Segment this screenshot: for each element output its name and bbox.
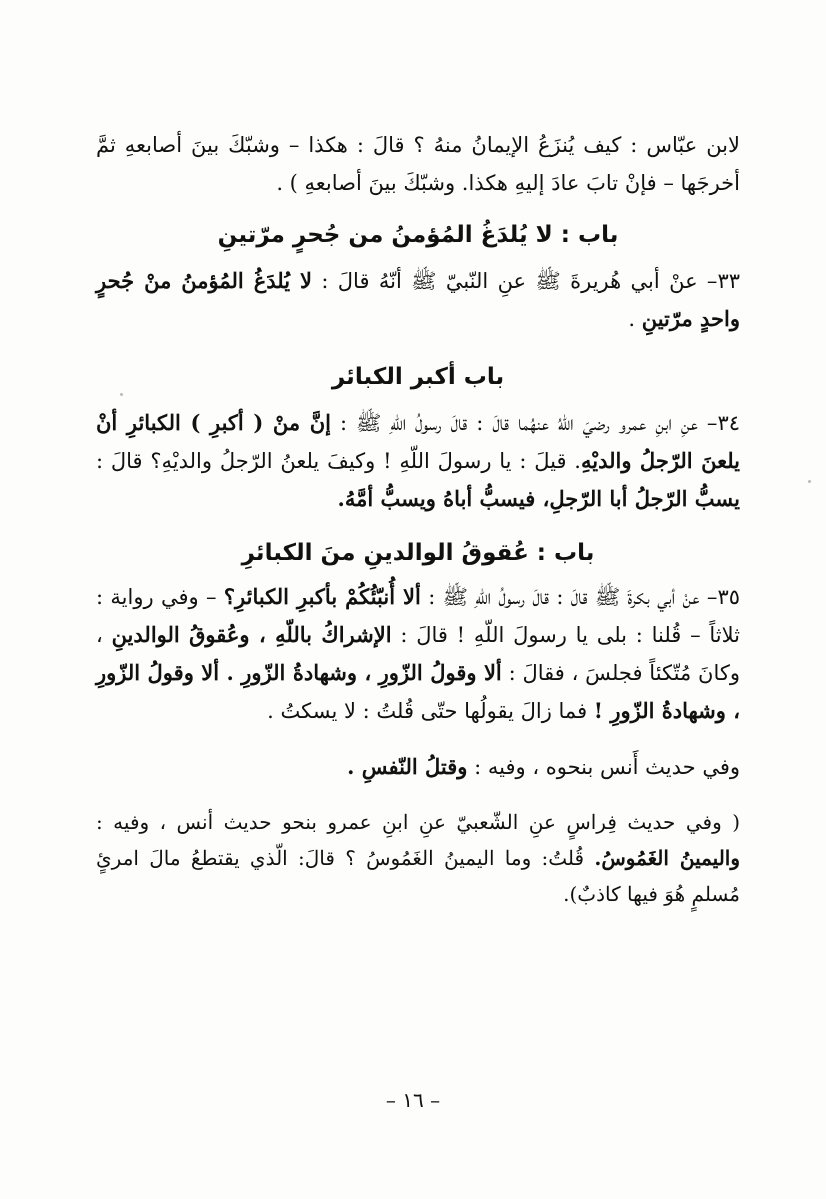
firas-note — [96, 804, 740, 912]
hadith-34-matn: إنَّ منْ ( أكبرِ ) الكبائرِ أنْ يلعنَ الرّجلُ والديْهِ — [96, 410, 740, 473]
chapter-heading-33: باب : لا يُلدَغُ المُؤمنُ من جُحرٍ مرّتينِ — [217, 222, 619, 248]
intro-paragraph — [96, 126, 740, 202]
firas-note-text: ( وفي حديث فِراسٍ عنِ الشّعبيّ عنِ ابنِ عمرو بنحو حديث أنس ، وفيه : — [96, 810, 740, 834]
anas-note-text: وفي حديث أَنس بنحوه ، وفيه : — [474, 755, 740, 779]
hadith-35-narration: ، وكانَ مُتّكئاً فجلسَ ، فقالَ : — [96, 623, 740, 685]
hadith-34-question: . قيلَ : يا رسولَ اللّهِ ! وكيفَ يلعنُ الرّجلُ والديْهِ؟ قالَ : — [96, 449, 581, 473]
page-number: – ١٦ – — [385, 1088, 441, 1112]
hadith-35-end: فما زالَ يقولُها حتّى قُلتُ : لا يسكتُ . — [267, 699, 588, 723]
hadith-35-matn-3: ألا وقولُ الزّورِ ، وشهادةُ الزّورِ . ألا وقولُ الزّورِ ، وشهادةُ الزّورِ ! — [96, 660, 740, 723]
firas-note-matn: واليمينُ الغَمُوسُ. — [594, 846, 741, 870]
hadith-35-matn-1: ألا أُنبّئُكُمْ بأكبرِ الكبائرِ؟ — [223, 584, 421, 609]
hadith-33 — [96, 262, 740, 338]
firas-note-end: قُلتُ: وما اليمينُ الغَمُوسُ ؟ قالَ: الّذي يقتطعُ مالَ امرئٍ مُسلمٍ هُوَ فيها كاذبٌ). — [96, 846, 740, 906]
anas-note-matn: وقتلُ النّفسِ . — [347, 754, 468, 779]
hadith-35 — [96, 578, 740, 730]
anas-note — [96, 748, 740, 786]
book-page — [96, 126, 740, 912]
hadith-35-isnad: ٣٥– عنْ أبي بكرةَ ﷺ قالَ : قالَ رسولُ اللّهِ ﷺ : — [428, 585, 740, 609]
chapter-heading-35: باب : عُقوقُ الوالدينِ منَ الكبائرِ — [241, 540, 595, 566]
scan-speck — [808, 480, 811, 483]
hadith-35-matn-2: الإشراكُ باللّهِ ، وعُقوقُ الوالدينِ — [111, 622, 392, 647]
intro-text: لابن عبّاس : كيف يُنزَعُ الإيمانُ منهُ ؟ قالَ : هكذا – وشبّكَ بينَ أصابعهِ ثمَّ أخرجَها – فإنْ تابَ عادَ إليهِ هكذا. وشبّكَ بينَ أصابعهِ ) . — [96, 133, 740, 195]
hadith-34-isnad: ٣٤– عنِ ابنِ عمرو رضيَ اللّهُ عنهُما قالَ : قالَ رسولُ اللّهِ ﷺ : — [340, 411, 740, 435]
hadith-34 — [96, 404, 740, 518]
hadith-33-isnad: ٣٣– عنْ أبي هُريرةَ ﷺ عنِ النّبيّ ﷺ أنّهُ قالَ : — [321, 269, 740, 293]
hadith-35-riwaya: – وفي رواية : ثلاثاً – قُلنا : بلى يا رسولَ اللّهِ ! قالَ : — [96, 585, 740, 647]
chapter-heading-34: باب أكبر الكبائر — [331, 364, 505, 390]
hadith-34-answer: يسبُّ الرّجلُ أبا الرّجلِ، فيسبُّ أباهُ ويسبُّ أمَّهُ. — [337, 486, 740, 511]
hadith-33-matn: لا يُلدَغُ المُؤمنُ منْ جُحرٍ واحدٍ مرّتينِ — [96, 268, 740, 331]
hadith-33-end: . — [628, 307, 642, 331]
